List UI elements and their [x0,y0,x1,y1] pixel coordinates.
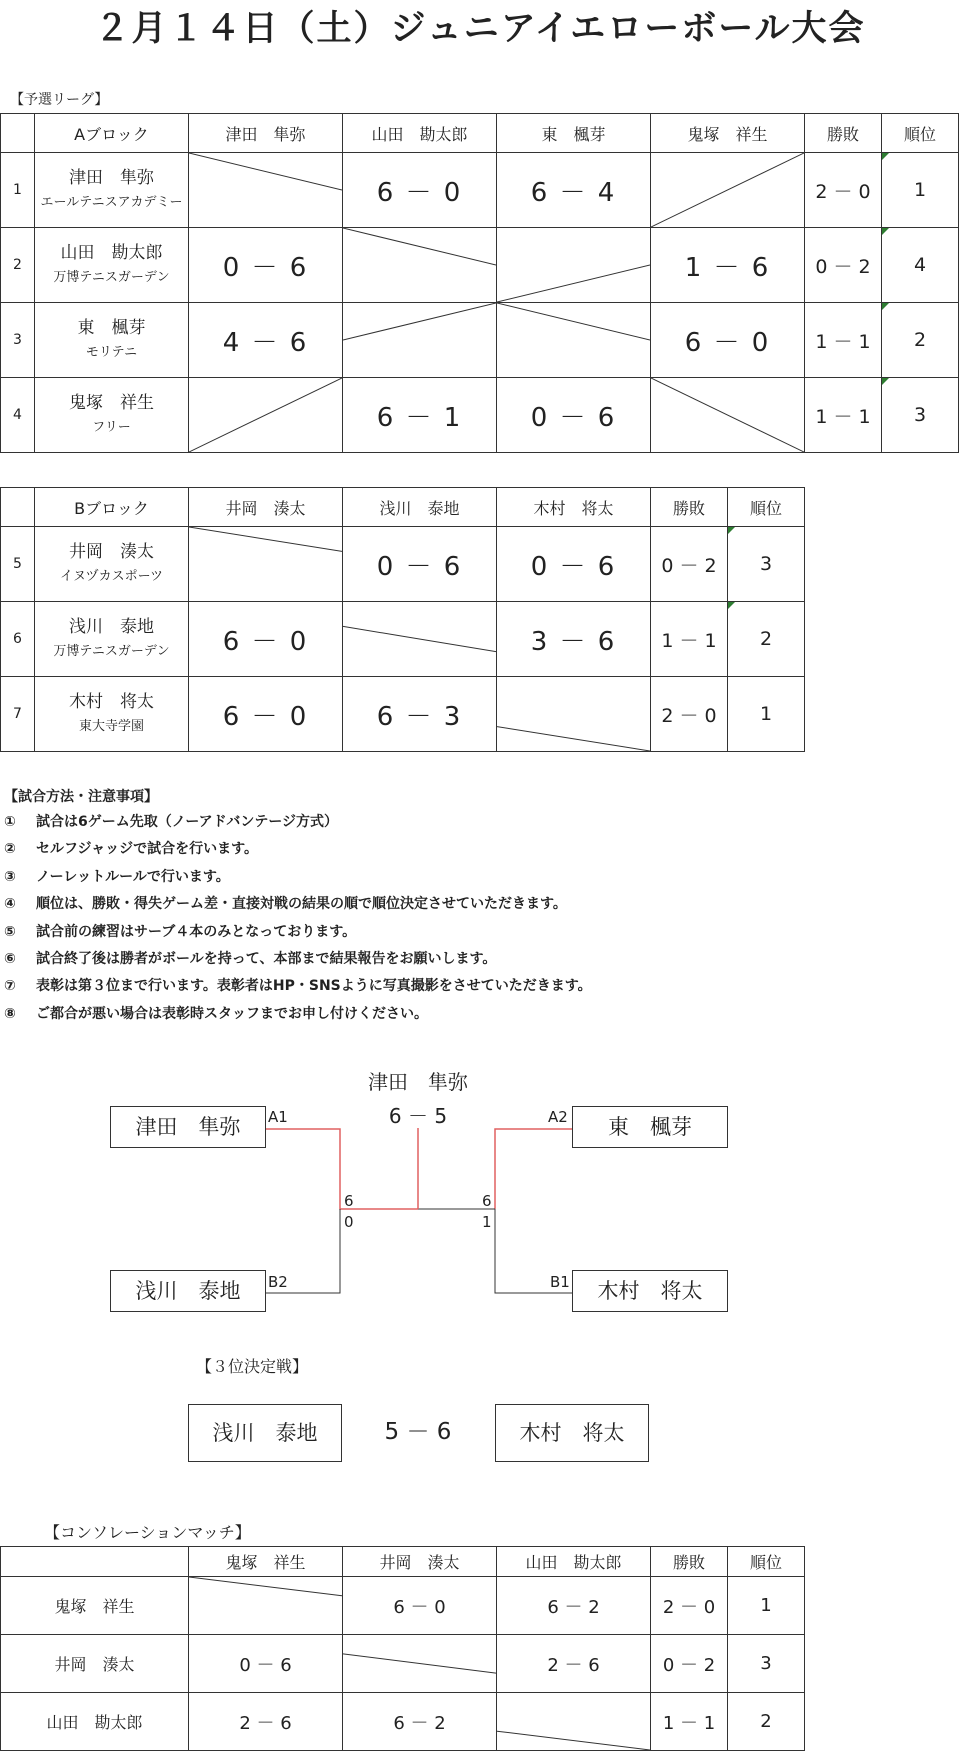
player-club: モリテニ [85,345,138,360]
note-item [4,973,592,1000]
rank-cell: 1 [728,1577,805,1635]
third-place-right: 木村 将太 [495,1404,649,1462]
note-mark: ⑦ [4,978,16,995]
player-name: 津田 隼弥 [69,168,154,188]
page-title: ２月１４日（土）ジュニアイエローボール大会 [94,9,866,49]
consolation-col-player: 鬼塚 祥生 [189,1547,343,1577]
block-a-table [0,113,959,453]
score-cell-empty [497,677,651,752]
note-text: 試合終了後は勝者がボールを持って、本部まで結果報告をお願いします。 [36,951,497,968]
table-row [1,527,805,602]
block-b-col-player: 木村 将太 [497,488,651,527]
row-number: 1 [1,153,35,228]
player-cell [35,602,189,677]
score-cell-empty [651,153,805,228]
diagonal-line [343,602,496,676]
table-row [1,602,805,677]
score-cell: 6 － 4 [497,153,651,228]
diagonal-line [343,303,496,377]
table-row [1,1635,805,1693]
score-cell: 4 － 6 [189,303,343,378]
semi-score: 6 [482,1192,492,1210]
winloss-cell: 2 － 0 [805,153,882,228]
rank-cell [882,303,959,378]
score-cell: 0 － 6 [497,378,651,453]
consolation-col-player: 井岡 湊太 [343,1547,497,1577]
diagonal-line [189,378,342,452]
row-number: 4 [1,378,35,453]
player-club: 万博テニスガーデン [53,270,170,285]
note-item [4,836,592,863]
rank-cell: 2 [728,1693,805,1751]
block-a-col-winloss: 勝敗 [805,114,882,153]
bracket-player-b1: 木村 将太 [572,1270,728,1312]
player-name: 木村 将太 [69,692,154,712]
score-cell: 6 － 1 [343,378,497,453]
note-item [4,919,592,946]
score-cell: 2 － 6 [497,1635,651,1693]
final-score: 6 － 5 [388,1104,448,1128]
seed-label-b2: B2 [268,1273,288,1291]
block-b-table [0,487,805,752]
player-cell [35,378,189,453]
seed-label-b1: B1 [550,1273,570,1291]
block-b-header-row [1,488,805,527]
row-number: 3 [1,303,35,378]
note-item [4,864,592,891]
score-cell-empty [497,303,651,378]
winloss-cell: 1 － 1 [651,602,728,677]
score-cell: 6 － 3 [343,677,497,752]
player-club: 万博テニスガーデン [53,644,170,659]
note-text: ご都合が悪い場合は表彰時スタッフまでお申し付けください。 [36,1005,428,1022]
row-number: 6 [1,602,35,677]
score-cell-empty [189,153,343,228]
block-a-title: Aブロック [35,114,189,153]
diagonal-line [343,228,496,302]
note-mark: ① [4,814,16,830]
rank-value: 1 [913,179,927,201]
score-cell: 6 － 0 [651,303,805,378]
score-cell: 6 － 0 [189,677,343,752]
note-item [4,1001,592,1028]
player-cell [35,153,189,228]
score-cell-empty [189,378,343,453]
diagonal-line [189,153,342,227]
table-row [1,228,959,303]
score-cell: 0 － 6 [343,527,497,602]
note-mark: ② [4,841,16,858]
winloss-cell: 2 － 0 [651,677,728,752]
rank-cell [728,602,805,677]
diagonal-line [651,378,804,452]
table-row [1,1693,805,1751]
seed-label-a1: A1 [268,1108,288,1126]
winloss-cell: 2 － 0 [651,1577,728,1635]
note-mark: ③ [4,868,16,885]
rank-value: 3 [913,404,927,426]
rank-value: 2 [913,329,927,351]
score-cell: 6 － 0 [343,1577,497,1635]
player-club: イヌヅカスポーツ [59,569,164,584]
player-cell [35,677,189,752]
winloss-cell: 0 － 2 [651,1635,728,1693]
score-cell: 1 － 6 [651,228,805,303]
winloss-cell: 0 － 2 [805,228,882,303]
winloss-cell: 1 － 1 [651,1693,728,1751]
champion-name: 津田 隼弥 [368,1070,468,1094]
note-text: 試合は6ゲーム先取（ノーアドバンテージ方式） [36,814,339,830]
diagonal-line [497,228,650,302]
diagonal-line [497,1693,650,1750]
row-number: 2 [1,228,35,303]
score-cell-empty [343,303,497,378]
block-b-col-winloss: 勝敗 [651,488,728,527]
block-a-col-player: 山田 勘太郎 [343,114,497,153]
score-cell-empty [497,1693,651,1751]
block-b-title: Bブロック [35,488,189,527]
score-cell: 0 － 6 [497,527,651,602]
score-cell: 6 － 0 [343,153,497,228]
block-a-col-player: 鬼塚 祥生 [651,114,805,153]
rank-cell: 3 [728,1635,805,1693]
semi-score: 0 [344,1213,354,1231]
note-text: セルフジャッジで試合を行います。 [36,841,259,858]
player-name: 鬼塚 祥生 [69,393,154,413]
diagonal-line [497,677,650,751]
seed-label-a2: A2 [548,1108,568,1126]
rank-cell [728,527,805,602]
rank-value: 2 [759,628,773,650]
score-cell: 6 － 2 [497,1577,651,1635]
block-a-col-player: 津田 隼弥 [189,114,343,153]
score-cell-empty [651,378,805,453]
semi-score: 6 [344,1192,354,1210]
table-row [1,677,805,752]
rank-cell [882,378,959,453]
player-cell [35,527,189,602]
score-cell: 6 － 0 [189,602,343,677]
diagonal-line [343,1635,496,1692]
score-cell-empty [343,228,497,303]
row-number: 5 [1,527,35,602]
winloss-cell: 0 － 2 [651,527,728,602]
rank-value: 1 [759,703,773,725]
note-text: 順位は、勝敗・得失ゲーム差・直接対戦の結果の順で順位決定させていただきます。 [36,896,567,913]
comment-marker [882,303,889,310]
block-a-col-rank: 順位 [882,114,959,153]
player-name: 井岡 湊太 [69,542,154,562]
note-item [4,946,592,973]
prelim-label: 【予選リーグ】 [10,92,109,108]
winloss-cell: 1 － 1 [805,378,882,453]
notes-list [4,809,592,1028]
rank-cell [728,677,805,752]
note-item [4,891,592,918]
player-name: 山田 勘太郎 [60,243,163,263]
table-row [1,303,959,378]
player-name: 鬼塚 祥生 [1,1577,189,1635]
rank-cell [882,228,959,303]
comment-marker [882,378,889,385]
third-place-left: 浅川 泰地 [188,1404,342,1462]
player-name: 東 楓芽 [77,318,146,338]
consolation-label: 【コンソレーションマッチ】 [44,1523,251,1542]
player-name: 山田 勘太郎 [1,1693,189,1751]
rank-value: 4 [913,254,927,276]
table-row [1,378,959,453]
winloss-cell: 1 － 1 [805,303,882,378]
row-number: 7 [1,677,35,752]
score-cell-empty [189,527,343,602]
diagonal-line [189,1577,342,1634]
table-row [1,153,959,228]
comment-marker [728,602,735,609]
score-cell-empty [343,1635,497,1693]
diagonal-line [651,153,804,227]
third-place-label: 【３位決定戦】 [196,1357,309,1376]
player-name: 浅川 泰地 [69,617,154,637]
player-cell [35,228,189,303]
bracket-player-b2: 浅川 泰地 [110,1270,266,1312]
score-cell-empty [343,602,497,677]
note-text: 試合前の練習はサーブ４本のみとなっております。 [36,923,357,940]
block-b-col-player: 浅川 泰地 [343,488,497,527]
consolation-col-rank: 順位 [728,1547,805,1577]
block-a-header-row [1,114,959,153]
note-text: ノーレットルールで行います。 [36,868,230,885]
consolation-col-player: 山田 勘太郎 [497,1547,651,1577]
third-place-score: 5 － 6 [384,1419,452,1445]
score-cell: 3 － 6 [497,602,651,677]
score-cell-empty [189,1577,343,1635]
player-club: エールテニスアカデミー [40,195,183,210]
bracket-player-a1: 津田 隼弥 [110,1106,266,1148]
score-cell: 2 － 6 [189,1693,343,1751]
note-mark: ⑧ [4,1005,16,1022]
table-row [1,1577,805,1635]
score-cell: 6 － 2 [343,1693,497,1751]
comment-marker [882,228,889,235]
consolation-table [0,1546,805,1751]
bracket-player-a2: 東 楓芽 [572,1106,728,1148]
diagonal-line [189,527,342,601]
notes-heading: 【試合方法・注意事項】 [4,789,158,805]
consolation-header-row [1,1547,805,1577]
semi-score: 1 [482,1213,492,1231]
player-cell [35,303,189,378]
block-a-col-player: 東 楓芽 [497,114,651,153]
player-club: 東大寺学園 [78,719,144,734]
rank-value: 3 [759,553,773,575]
score-cell: 0 － 6 [189,228,343,303]
note-item [4,809,592,836]
score-cell: 0 － 6 [189,1635,343,1693]
block-b-col-rank: 順位 [728,488,805,527]
rank-cell [882,153,959,228]
consolation-col-winloss: 勝敗 [651,1547,728,1577]
player-name: 井岡 湊太 [1,1635,189,1693]
diagonal-line [497,303,650,377]
comment-marker [728,527,735,534]
comment-marker [882,153,889,160]
score-cell-empty [497,228,651,303]
note-mark: ⑥ [4,951,16,968]
player-club: フリー [92,420,131,435]
note-text: 表彰は第３位まで行います。表彰者はHP・SNSように写真撮影をさせていただきます。 [36,978,592,995]
note-mark: ④ [4,896,16,913]
note-mark: ⑤ [4,923,16,940]
block-b-col-player: 井岡 湊太 [189,488,343,527]
